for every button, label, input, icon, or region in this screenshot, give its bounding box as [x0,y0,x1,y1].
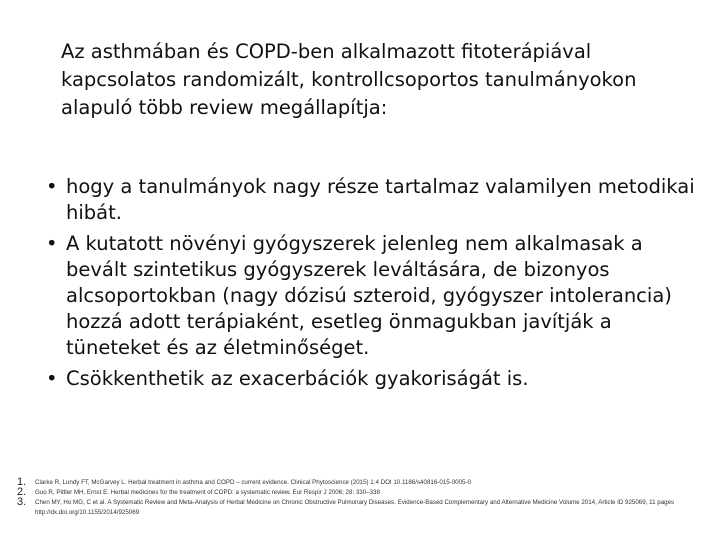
reference-number: 3. [17,496,27,508]
reference-number: 2. [17,486,27,498]
reference-item [0,478,720,488]
bullet-text: A kutatott növényi gyógyszerek jelenleg nem alkalmasak a bevált szintetikus gyógyszerek leváltására, de bizonyos alcsoportokban (nagy dózisú szteroid, gyógyszer intolerancia) hozzá adott terápiaként, esetleg önmagukban javítják a tüneteket és az életminőséget. [66,232,672,359]
bullet-marker: • [46,232,58,255]
bullet-text: Csökkenthetik az exacerbációk gyakoriságát is. [66,367,529,390]
bullet-marker: • [46,175,58,198]
bullet-marker: • [46,367,58,390]
bullet-text: hogy a tanulmányok nagy része tartalmaz valamilyen metodikai hibát. [66,175,695,224]
bullet-item [0,366,720,392]
reference-item [0,488,720,498]
reference-list [0,478,720,518]
reference-text: Chen MY, Ho MG, C et al. A Systematic Review and Meta-Analysis of Herbal Medicine on Chronic Obstructive Pulmonary Diseases. Evidence-Based Complementary and Alternative Medicine Volume 2014, Article ID 925069, 11 pages http://dx.doi.org/10.1155/2014/925069 [35,499,675,516]
reference-number: 1. [17,476,27,488]
bullet-item [0,174,720,226]
reference-text: Guo R, Pittler MH, Ernst E. Herbal medicines for the treatment of COPD: a systematic review. Eur Respir J 2006; 28: 330–338 [35,489,380,496]
slide-heading: Az asthmában és COPD-ben alkalmazott fitoterápiával kapcsolatos randomizált, kontrollcsoportos tanulmányokon alapuló több review megállapítja: [61,40,637,119]
reference-item [0,498,720,518]
bullet-list [0,174,720,397]
bullet-item [0,231,720,361]
reference-text: Clarke R, Lundy FT, McGarvey L. Herbal treatment in asthma and COPD – current evidence. Clinical Phytoscience (2015) 1:4 DOI 10.1186/s40816-015-0005-0 [35,479,471,486]
